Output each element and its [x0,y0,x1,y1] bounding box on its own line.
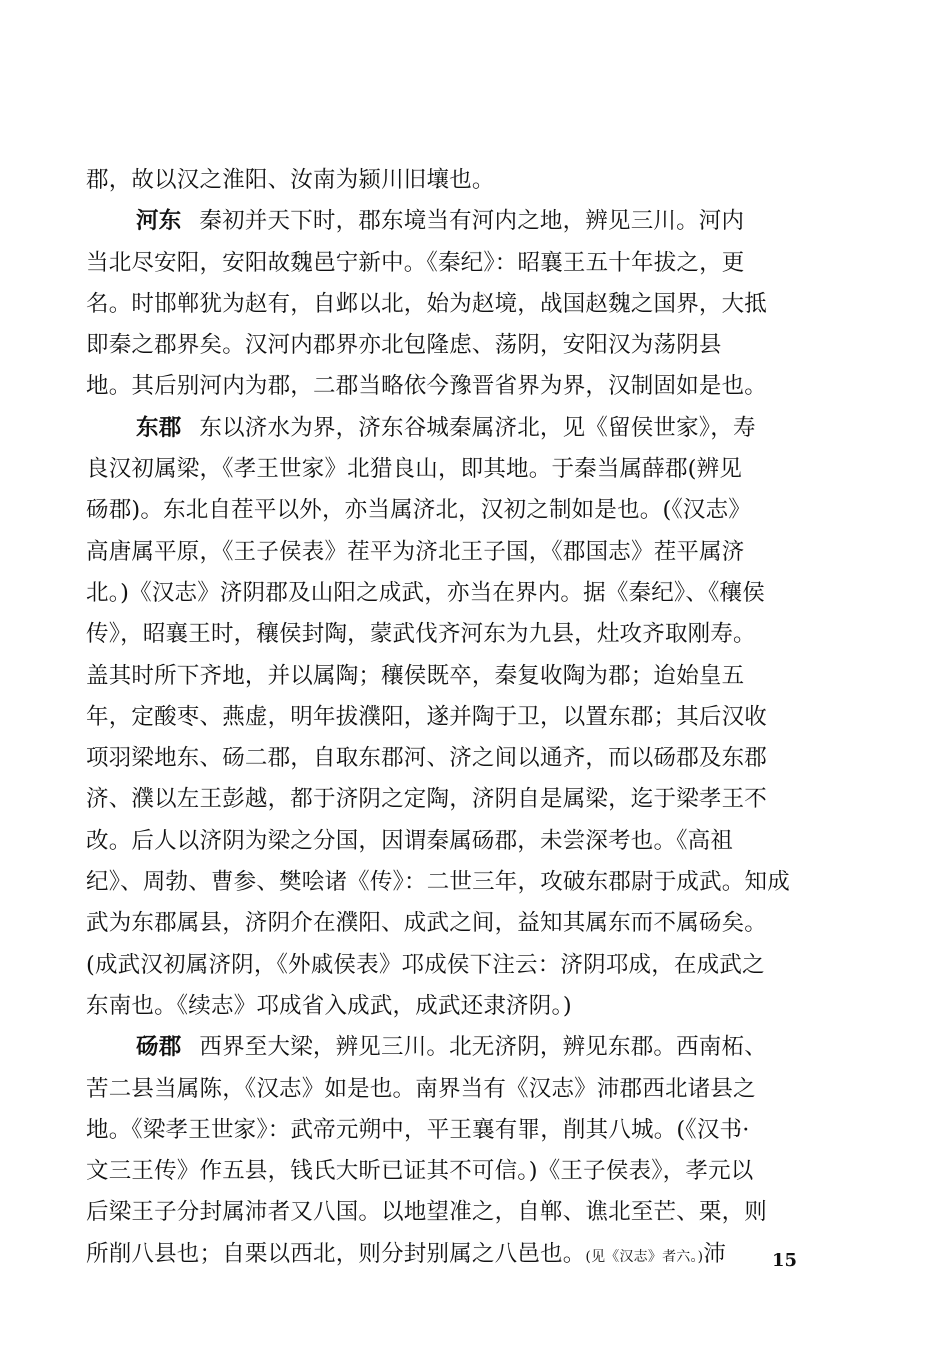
text-line: 即秦之郡界矣。汉河内郡界亦北包隆虑、荡阴，安阳汉为荡阴县 [86,332,722,359]
line-text: 东以济水为界，济东谷城秦属济北，见《留侯世家》，寿 [199,414,756,441]
text-line: 武为东郡属县，济阴介在濮阳、成武之间，益知其属东而不属砀矣。 [86,910,768,937]
body-text [86,160,831,1275]
text-line: 郡，故以汉之淮阳、汝南为颍川旧壤也。 [86,167,495,193]
line-text: 西界至大梁，辨见三川。北无济阴，辨见东郡。西南柘、 [199,1034,767,1061]
text-line: 年，定酸枣、燕虚，明年拔濮阳，遂并陶于卫，以置东郡；其后汉收 [86,703,768,730]
text-line: 良汉初属梁，《孝王世家》北猎良山，即其地。于秦当属薛郡(辨见 [86,456,743,483]
text-line: 后梁王子分封属沛者又八国。以地望准之，自郸、谯北至芒、栗，则 [86,1199,768,1226]
text-line: 纪》、周勃、曹参、樊哙诸《传》：二世三年，攻破东郡尉于成武。知成 [86,869,790,896]
page-number: 15 [772,1250,798,1271]
text-line: 北。)《汉志》济阴郡及山阳之成武，亦当在界内。据《秦纪》、《穰侯 [86,579,765,606]
text-line: (成武汉初属济阴，《外戚侯表》邛成侯下注云：济阴邛成，在成武之 [86,951,765,978]
text-line: 砀郡)。东北自茬平以外，亦当属济北，汉初之制如是也。(《汉志》 [86,497,752,524]
line-tail: 沛 [703,1240,727,1267]
text-line: 济、濮以左王彭越，都于济阴之定陶，济阴自是属梁，迄于梁孝王不 [86,786,768,813]
text-line: 东南也。《续志》邛成省入成武，成武还隶济阴。) [86,992,572,1019]
text-line: 地。其后别河内为郡，二郡当略依今豫晋省界为界，汉制固如是也。 [86,373,768,400]
text-line [86,1027,831,1068]
text-line [86,408,831,449]
text-line: 当北尽安阳，安阳故魏邑宁新中。《秦纪》：昭襄王五十年拔之，更 [86,249,745,276]
section-heading-hedong: 河东 [136,208,182,235]
text-line: 地。《梁孝王世家》：武帝元朔中，平王襄有罪，削其八城。(《汉书· [86,1116,750,1143]
line-text: 秦初并天下时，郡东境当有河内之地，辨见三川。河内 [199,208,745,235]
text-line [86,1234,831,1275]
section-heading-dangjun: 砀郡 [136,1034,182,1061]
text-line: 传》，昭襄王时，穰侯封陶，蒙武伐齐河东为九县，灶攻齐取刚寿。 [86,621,756,648]
text-line: 项羽梁地东、砀二郡，自取东郡河、济之间以通齐，而以砀郡及东郡 [86,745,768,772]
text-line: 文三王传》作五县，钱氏大昕已证其不可信。)《王子侯表》，孝元以 [86,1158,754,1185]
text-line: 名。时邯郸犹为赵有，自邺以北，始为赵境，战国赵魏之国界，大抵 [86,290,768,317]
text-line: 高唐属平原，《王子侯表》茬平为济北王子国，《郡国志》茬平属济 [86,538,745,565]
line-text: 所削八县也；自栗以西北，则分封别属之八邑也。 [86,1240,586,1267]
text-line: 盖其时所下齐地，并以属陶；穰侯既卒，秦复收陶为郡；迨始皇五 [86,662,745,689]
text-line [86,201,831,242]
text-line: 改。后人以济阴为梁之分国，因谓秦属砀郡，未尝深考也。《高祖 [86,827,734,854]
text-line: 苦二县当属陈，《汉志》如是也。南界当有《汉志》沛郡西北诸县之 [86,1075,756,1102]
inline-note: (见《汉志》者六。) [585,1248,704,1265]
section-heading-dongjun: 东郡 [136,414,182,441]
